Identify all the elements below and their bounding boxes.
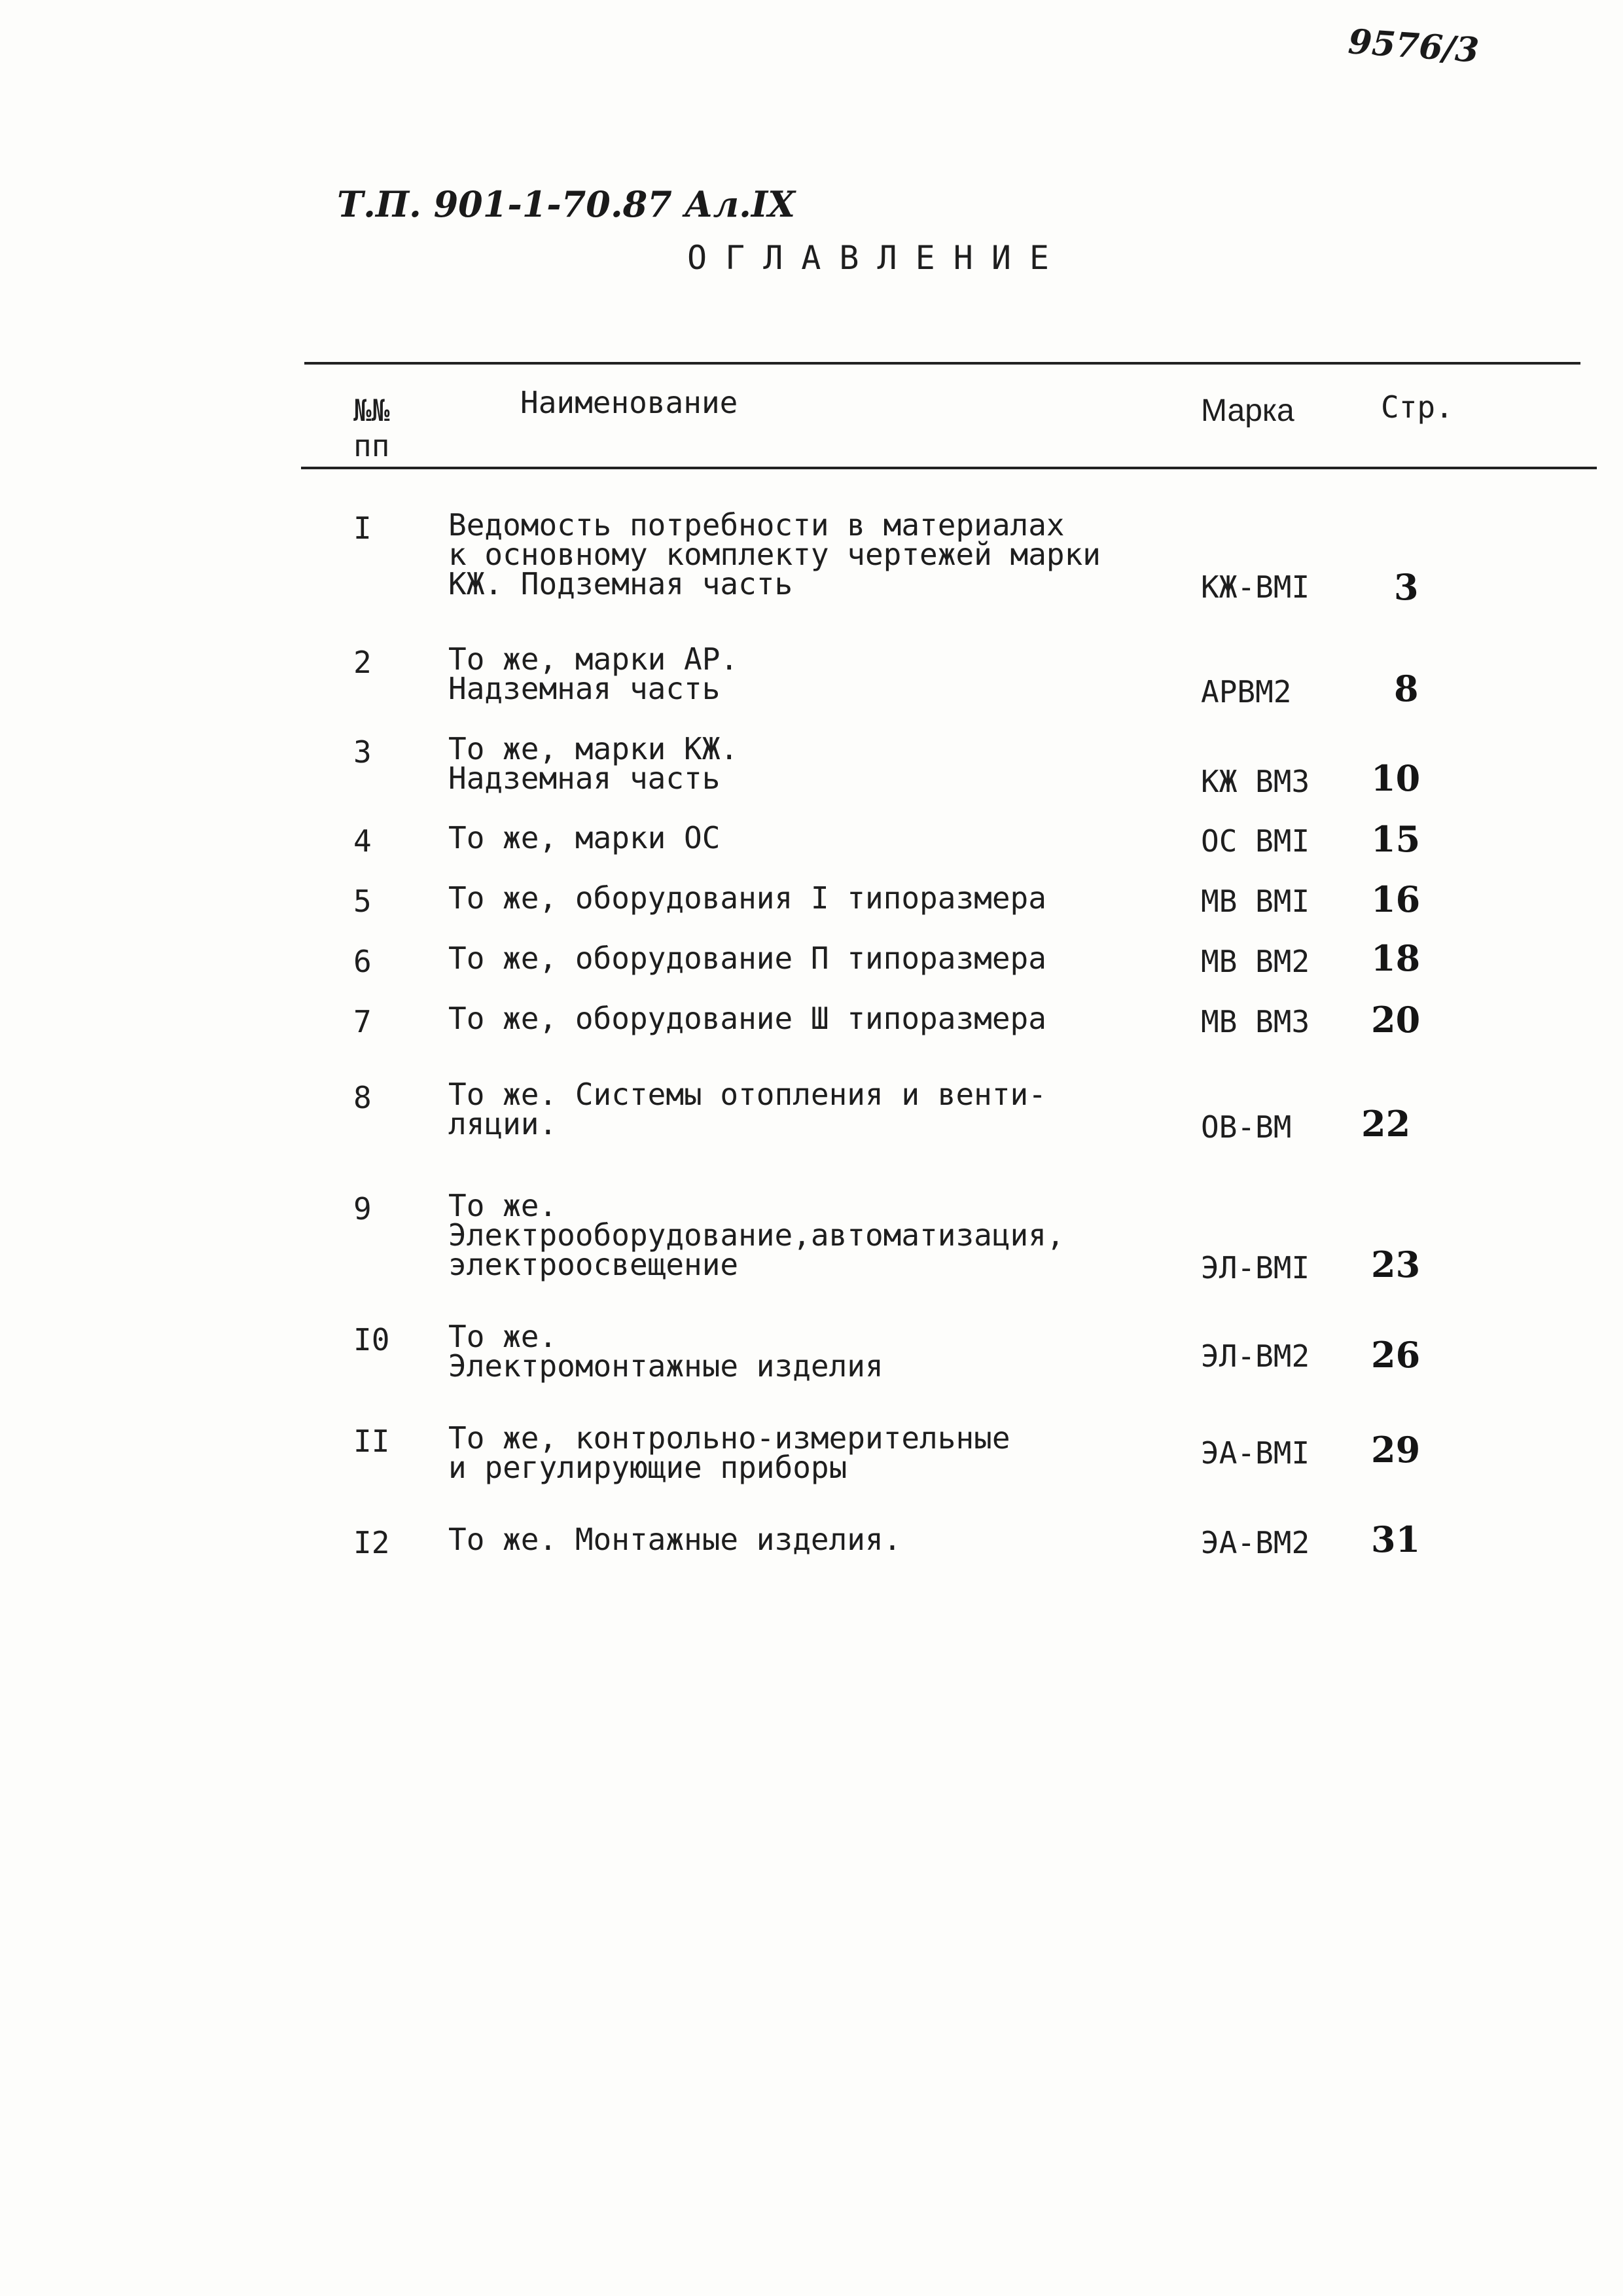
row-name-line: То же. (448, 1188, 558, 1223)
row-name-line: То же. (448, 1319, 558, 1354)
row-name-line: То же, марки ОС (448, 820, 721, 855)
row-number: 3 (353, 734, 372, 770)
column-header-number-line1: №№ (353, 393, 390, 428)
row-name-line: То же, контрольно-измерительные (448, 1420, 1010, 1456)
row-name-line: Электромонтажные изделия (448, 1348, 883, 1384)
row-name-line: То же, оборудование Ш типоразмера (448, 1001, 1046, 1036)
row-name (448, 507, 1101, 601)
row-mark: КЖ ВМ3 (1201, 764, 1310, 799)
row-number: 4 (353, 823, 372, 859)
archive-number: 9576/3 (1347, 22, 1480, 71)
row-page: 18 (1371, 937, 1421, 979)
row-page: 23 (1371, 1244, 1421, 1285)
row-number: I0 (353, 1322, 390, 1357)
row-mark: ЭЛ-ВМ2 (1201, 1338, 1310, 1374)
document-code: Т.П. 901-1-70.87 Ал.IX (337, 183, 796, 225)
row-name (448, 1188, 1065, 1282)
table-top-rule (304, 362, 1580, 365)
row-name (448, 731, 739, 796)
row-page: 22 (1361, 1103, 1411, 1145)
row-number: II (353, 1424, 390, 1459)
row-mark: ОВ-ВМ (1201, 1109, 1292, 1145)
row-name-line: ляции. (448, 1106, 558, 1141)
row-name-line: и регулирующие приборы (448, 1450, 847, 1485)
row-mark: ЭЛ-ВМI (1201, 1250, 1310, 1285)
row-name (448, 1077, 1046, 1141)
row-name-line: То же, оборудование П типоразмера (448, 941, 1046, 976)
row-page: 26 (1371, 1334, 1421, 1376)
row-page: 3 (1394, 566, 1419, 608)
row-mark: МВ ВМI (1201, 884, 1310, 919)
row-name (448, 1319, 883, 1384)
row-mark: МВ ВМ3 (1201, 1004, 1310, 1039)
column-header-number-line2: пп (353, 428, 390, 463)
row-name-line: Ведомость потребности в материалах (448, 507, 1065, 543)
row-page: 10 (1371, 757, 1421, 799)
row-name-line: То же, оборудования I типоразмера (448, 880, 1046, 916)
table-header-rule (301, 467, 1597, 469)
row-number: 9 (353, 1191, 372, 1227)
row-page: 29 (1371, 1429, 1421, 1471)
row-name-line: То же. Монтажные изделия. (448, 1522, 902, 1557)
column-header-number (353, 393, 389, 463)
row-number: 6 (353, 944, 372, 979)
row-name-line: То же. Системы отопления и венти- (448, 1077, 1046, 1112)
row-page: 16 (1371, 878, 1421, 920)
row-mark: ЭА-ВМ2 (1201, 1525, 1310, 1560)
row-name-line: КЖ. Подземная часть (448, 566, 793, 601)
row-number: 8 (353, 1080, 372, 1115)
row-number: I2 (353, 1525, 390, 1560)
row-name-line: Надземная часть (448, 761, 721, 796)
row-name (448, 941, 1046, 976)
row-mark: ЭА-ВМI (1201, 1435, 1310, 1471)
row-name (448, 1001, 1046, 1036)
row-mark: КЖ-ВМI (1201, 569, 1310, 605)
row-page: 8 (1394, 668, 1419, 709)
row-name-line: Электрооборудование,автоматизация, (448, 1217, 1065, 1253)
row-name (448, 1420, 1010, 1485)
row-mark: МВ ВМ2 (1201, 944, 1310, 979)
column-header-page: Стр. (1381, 389, 1454, 425)
row-mark: АРВМ2 (1201, 674, 1292, 709)
row-mark: ОС ВМI (1201, 823, 1310, 859)
row-name-line: электроосвещение (448, 1247, 739, 1282)
row-page: 15 (1371, 818, 1421, 860)
row-page: 31 (1371, 1518, 1421, 1560)
column-header-mark: Марка (1201, 393, 1294, 428)
row-page: 20 (1371, 999, 1421, 1041)
row-number: 2 (353, 645, 372, 680)
row-number: I (353, 511, 372, 546)
page-title: ОГЛАВЛЕНИЕ (687, 239, 1068, 277)
column-header-name: Наименование (520, 385, 738, 420)
row-name (448, 1522, 902, 1557)
row-name (448, 641, 739, 706)
row-name-line: То же, марки КЖ. (448, 731, 739, 766)
row-number: 5 (353, 884, 372, 919)
row-name (448, 820, 721, 855)
row-number: 7 (353, 1004, 372, 1039)
row-name-line: То же, марки АР. (448, 641, 739, 677)
row-name-line: Надземная часть (448, 671, 721, 706)
row-name (448, 880, 1046, 916)
row-name-line: к основному комплекту чертежей марки (448, 537, 1101, 572)
